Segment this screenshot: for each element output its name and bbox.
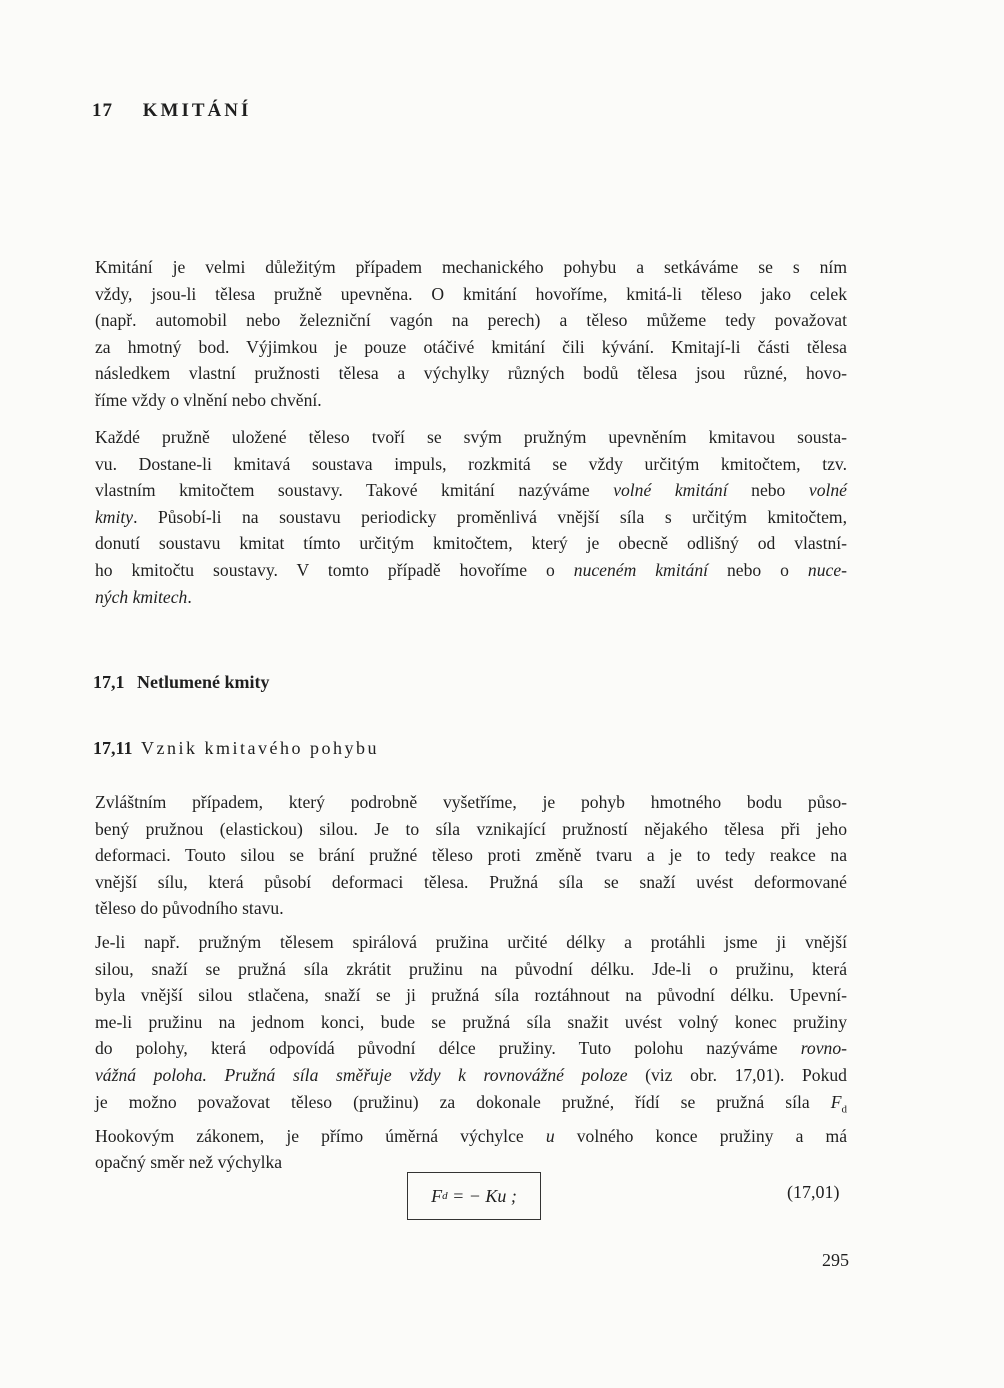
text-line: silou, snaží se pružná síla zkrátit pružinu na původní délku. Jde-li o pružinu, která bbox=[95, 958, 847, 979]
chapter-title: KMITÁNÍ bbox=[142, 100, 252, 121]
subsection-title: Vznik kmitavého pohybu bbox=[141, 738, 379, 758]
text-line: Je-li např. pružným tělesem spirálová pružina určité délky a protáhli jsme ji vnější bbox=[95, 932, 847, 952]
page-number: 295 bbox=[822, 1250, 849, 1270]
text-line: je možno považovat těleso (pružinu) za dokonale pružné, řídí se pružná síla $F_d$ bbox=[95, 1091, 847, 1116]
chapter-heading bbox=[92, 100, 251, 122]
symbol-displacement: u bbox=[545, 1125, 555, 1146]
term-forced-oscillations: ných kmitech bbox=[95, 586, 188, 607]
text-line: Zvláštním případem, který podrobně vyšetříme, je pohyb hmotného bodu půso- bbox=[95, 792, 847, 812]
equation-rhs: = − Ku ; bbox=[447, 1185, 517, 1206]
subsection-number: 17,11 bbox=[93, 738, 133, 758]
text-line: Kmitání je velmi důležitým případem mechanického pohybu a setkáváme se s ním bbox=[95, 257, 847, 277]
term-forced: nuce- bbox=[807, 559, 847, 580]
text-line: do polohy, která odpovídá původní délce pružiny. Tuto polohu nazýváme rovno- bbox=[95, 1038, 847, 1059]
section-title: Netlumené kmity bbox=[137, 672, 270, 692]
equation-lhs: F bbox=[431, 1185, 443, 1206]
text-line: za hmotný bod. Výjimkou je pouze otáčivé kmitání čili kývání. Kmitají-li části tělesa bbox=[95, 336, 847, 357]
term-equilibrium: rovno- bbox=[800, 1038, 847, 1059]
text-line: Hookovým zákonem, je přímo úměrná výchylce u volného konce pružiny a má bbox=[95, 1125, 847, 1146]
text-line: říme vždy o vlnění nebo chvění. bbox=[95, 389, 322, 410]
text-line: vždy, jsou-li tělesa pružně upevněna. O kmitání hovoříme, kmitá-li těleso jako celek bbox=[95, 283, 847, 304]
text-line: vážná poloha. Pružná síla směřuje vždy k rovnovážné poloze (viz obr. 17,01). Pokud bbox=[95, 1064, 847, 1085]
term-free: volné bbox=[808, 480, 847, 501]
text-line: vu. Dostane-li kmitavá soustava impuls, rozkmitá se vždy určitým kmitočtem, tzv. bbox=[95, 453, 847, 474]
text-line: kmity. Působí-li na soustavu periodicky proměnlivá vnější síla s určitým kmitočtem, bbox=[95, 506, 847, 527]
text-line: Každé pružně uložené těleso tvoří se svým pružným upevněním kmitavou sousta- bbox=[95, 427, 847, 447]
term-equilibrium-statement: vážná poloha. Pružná síla směřuje vždy k rovnovážné poloze bbox=[95, 1064, 628, 1085]
text-line: donutí soustavu kmitat tímto určitým kmitočtem, který je obecně odlišný od vlastní- bbox=[95, 533, 847, 554]
subsection-heading bbox=[93, 738, 379, 759]
text-line: vnější sílu, která působí deformaci tělesa. Pružná síla se snaží uvést deformované bbox=[95, 871, 847, 892]
text-line: následkem vlastní pružnosti tělesa a výchylky různých bodů tělesa jsou různé, hovo- bbox=[95, 363, 847, 384]
section-heading bbox=[93, 672, 269, 693]
text-line: vlastním kmitočtem soustavy. Takové kmitání nazýváme volné kmitání nebo volné bbox=[95, 480, 847, 501]
text-line: ných kmitech. bbox=[95, 586, 192, 607]
text-line: byla vnější silou stlačena, snaží se ji pružná síla roztáhnout na původní délku. Upevní- bbox=[95, 985, 847, 1006]
equation-lhs-subscript: d bbox=[442, 1190, 448, 1202]
text-line: těleso do původního stavu. bbox=[95, 898, 284, 919]
body-paragraph-2 bbox=[95, 929, 847, 1176]
text-line: me-li pružinu na jednom konci, bude se pružná síla snažit uvést volný konec pružiny bbox=[95, 1011, 847, 1032]
text-line: bený pružnou (elastickou) silou. Je to síla vznikající pružností nějakého tělesa při jeho bbox=[95, 818, 847, 839]
symbol-force: F bbox=[830, 1091, 842, 1112]
term-forced-oscillation: nuceném kmitání bbox=[573, 559, 709, 580]
text-line: deformaci. Touto silou se brání pružné těleso proti změně tvaru a je to tedy reakce na bbox=[95, 845, 847, 866]
text-line: (např. automobil nebo železniční vagón na perech) a těleso můžeme tedy považovat bbox=[95, 310, 847, 331]
text-line: opačný směr než výchylka bbox=[95, 1152, 283, 1173]
term-free-oscillation: volné kmitání bbox=[613, 480, 728, 501]
text-line: ho kmitočtu soustavy. V tomto případě hovoříme o nuceném kmitání nebo o nuce- bbox=[95, 559, 847, 580]
equation-number: (17,01) bbox=[787, 1182, 840, 1202]
intro-paragraph-2 bbox=[95, 424, 847, 610]
chapter-number: 17 bbox=[92, 100, 113, 121]
equation-box bbox=[407, 1172, 541, 1220]
intro-paragraph-1 bbox=[95, 254, 847, 414]
body-paragraph-1 bbox=[95, 789, 847, 922]
term-oscillations: kmity bbox=[95, 506, 134, 527]
section-number: 17,1 bbox=[93, 672, 125, 692]
